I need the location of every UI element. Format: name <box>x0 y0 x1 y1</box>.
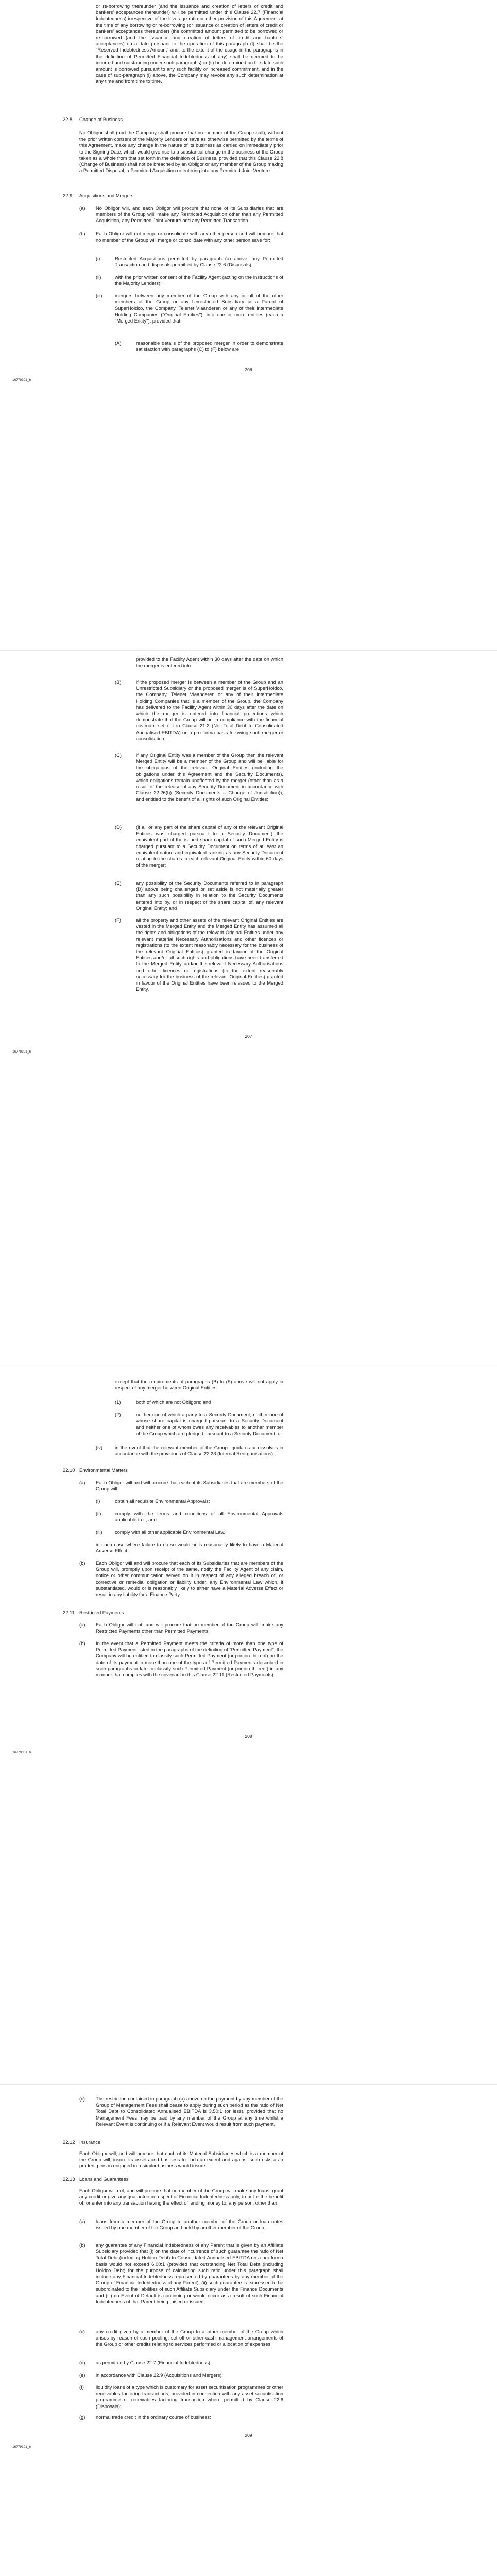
paragraph-number: (a) <box>79 2218 85 2224</box>
paragraph-text: if the proposed merger is between a member of the Group and an Unrestricted Subsidiary or the proposed merger is of SuperHoldco, the Company, Telenet Vlaanderen or any of their intermediate Holding Companies that is a member of the Group, the Company has delivered to the Facility Agent within 30 days after the date on which the merger is entered into financial projections which demonstrate that the Group will be in compliance with the financial covenant set out in Clause 21.2 (Net Total Debt to Consolidated Annualised EBITDA) on a pro forma basis following such merger or consolidation; <box>136 679 283 741</box>
paragraph-text: No Obligor will, and each Obligor will procure that none of its Subsidiaries that are members of the Group will, make any Restricted Acquisition other than any Permitted Acquisition, any Permitted Joint Venture and any Permitted Transaction. <box>96 205 283 224</box>
paragraph-number: (c) <box>79 2096 85 2102</box>
paragraph-number: (D) <box>115 824 122 830</box>
clause-heading: Loans and Guarantees <box>79 2176 129 2182</box>
clause-22-8-text: No Obligor shall (and the Company shall procure that no member of the Group shall), without the prior written consent of the Majority Lenders or save as otherwise permitted by the terms of this Agreement, make any change in the nature of its business as carried on immediately prior to the Signing Date, which would give rise to a substantial change in the business of the Group taken as a whole from that set forth in the definition of Business, provided that this Clause 22.8 (Change of Business) shall not be breached by an Obligor or any member of the Group making a Permitted Disposal, a Permitted Acquisition or entering into any Permitted Joint Venture. <box>79 130 283 174</box>
paragraph-text: mergers between any member of the Group with any or all of the other members of the Group or any Unrestricted Subsidiary or a Parent of SuperHoldco, the Company, Telenet Vlaanderen or any of their intermediate Holding Companies ("Original Entities"), into one or more entities (each a "Merged Entity"), provided that: <box>115 293 283 324</box>
paragraph-number: (d) <box>79 2360 85 2365</box>
clause-heading: Change of Business <box>79 116 123 122</box>
clause-heading: Acquisitions and Mergers <box>79 193 134 198</box>
clause-heading: Insurance <box>79 2139 101 2145</box>
page-divider <box>0 650 497 651</box>
clause-heading: Environmental Matters <box>79 1467 128 1473</box>
paragraph-text: any credit given by a member of the Group to another member of the Group which arises by reason of cash pooling, set off or other cash management arrangements of the Group or other credits relating to services performed or allocation of expenses; <box>96 2329 283 2347</box>
clause-number: 22.10 <box>63 1467 75 1473</box>
clause-number: 22.9 <box>63 193 73 198</box>
paragraph-text: reasonable details of the proposed merger in order to demonstrate satisfaction with paragraphs (C) to (F) below are <box>136 340 283 352</box>
paragraph-text: any possibility of the Security Documents referred to in paragraph (D) above being challenged or set aside is not materially greater than any such possibility in relation to the Security Documents entered into by, or in respect of the share capital of, any relevant Original Entity; and <box>136 880 283 911</box>
paragraph-number: (i) <box>96 1498 100 1504</box>
paragraph-text: comply with the terms and conditions of all Environmental Approvals applicable to it; and <box>115 1511 283 1523</box>
paragraph-text: Each Obligor will not merge or consolidate with any other person and will procure that no member of the Group will merge or consolidate with any other person save for: <box>96 231 283 243</box>
clause-number: 22.8 <box>63 116 73 122</box>
page-number: 209 <box>245 2433 252 2438</box>
paragraph-text: with the prior written consent of the Facility Agent (acting on the instructions of the Majority Lenders); <box>115 274 283 286</box>
paragraph-number: (1) <box>115 1399 121 1405</box>
paragraph-text: normal trade credit in the ordinary course of business; <box>96 2414 211 2420</box>
page-209 <box>0 2086 497 2576</box>
paragraph-text: neither one of which a party to a Security Document, neither one of whose share capital is charged pursuant to a Security Document and neither one of whom owes any receivables to another member of the Group which are pledged pursuant to a Security Document; or <box>136 1412 283 1436</box>
paragraph-number: (2) <box>115 1412 121 1417</box>
paragraph-text: liquidity loans of a type which is customary for asset securitisation programmes or other receivables factoring transactions, provided in connection with any asset securitisation programme or receivables factoring transaction where permitted by Clause 22.6 (Disposals); <box>96 2384 283 2409</box>
paragraph-number: (a) <box>79 1480 85 1485</box>
clause-heading: Restricted Payments <box>79 1609 124 1615</box>
paragraph-text: Each Obligor will and will procure that each of its Subsidiaries that are members of the Group will, promptly upon receipt of the same, notify the Facility Agent of any claim, notice or other communication served on it in respect of any alleged breach of, or corrective or remedial obligation or liability under, any Environmental Law which, if substantiated, would or is reasonably likely to either have a Material Adverse Effect or result in any liability for a Finance Party. <box>96 1560 283 1598</box>
paragraph-number: (a) <box>79 1622 85 1628</box>
page-206 <box>0 0 497 649</box>
paragraph-text: both of which are not Obligors; and <box>136 1399 211 1405</box>
paragraph-number: (B) <box>115 679 122 685</box>
paragraph-number: (e) <box>79 2372 85 2378</box>
page-207 <box>0 653 497 1367</box>
clause-22-13-text: Each Obligor will not, and will procure that no member of the Group will make any loans, grant any credit or give any guarantee in respect of Financial Indebtedness only, to or for the benefit of, or enter into any transaction having the effect of lending money to, any person, other than: <box>79 2188 283 2206</box>
clause-number: 22.11 <box>63 1609 75 1615</box>
paragraph-number: (C) <box>115 752 122 758</box>
paragraph-text: provided to the Facility Agent within 30 days after the date on which the merger is entered into; <box>136 656 283 669</box>
document-reference: 16779301_6 <box>12 1050 31 1054</box>
page-208 <box>0 1370 497 2081</box>
paragraph-number: (b) <box>79 1640 85 1646</box>
page-divider <box>0 2084 497 2085</box>
clause-22-7-continuation: or re-borrowing thereunder (and the issuance and creation of letters of credit and bankers' acceptances thereunder) will be permitted under this Clause 22.7 (Financial Indebtedness) irrespective of the leverage ratio or other provision of this Agreement at the time of any borrowing or re-borrowing (or issuance or creation of letters of credit or bankers' acceptances thereunder) (the committed amount permitted to be borrowed or re-borrowed (and the issuance and creation of letters of credit and bankers' acceptances) on a date pursuant to the operation of this paragraph (l) shall be the "Reserved Indebtedness Amount" and, to the extent of the usage in the paragraphs in the definition of Permitted Financial Indebtedness of any) shall be deemed to be incurred and outstanding under such paragraphs) or (ii) be determined on the date such amount is borrowed pursuant to any such facility or increased commitment, and in the case of sub-paragraph (i) above, the Company may revoke any such determination at any time and from time to time. <box>96 3 283 84</box>
document-reference: 16779301_6 <box>12 2445 31 2449</box>
paragraph-text: in accordance with Clause 22.9 (Acquisitions and Mergers); <box>96 2372 223 2378</box>
paragraph-number: (F) <box>115 917 121 923</box>
paragraph-number: (b) <box>79 1560 85 1566</box>
paragraph-number: (i) <box>96 256 100 261</box>
paragraph-text: Restricted Acquisitions permitted by paragraph (a) above, any Permitted Transaction and disposals permitted by Clause 22.6 (Disposals); <box>115 256 283 268</box>
paragraph-number: (iv) <box>96 1445 103 1450</box>
clause-number: 22.12 <box>63 2139 75 2145</box>
paragraph-text: comply with all other applicable Environmental Law, <box>115 1529 226 1535</box>
clause-number: 22.13 <box>63 2176 75 2182</box>
clause-22-12-text: Each Obligor will, and will procure that each of its Material Subsidiaries which is a member of the Group will, insure its assets and business to such an extent and against such risks as a prudent person engaged in a similar business would insure. <box>79 2150 283 2169</box>
paragraph-text: Each Obligor will and will procure that each of its Subsidiaries that are members of the Group will: <box>96 1480 283 1492</box>
paragraph-number: (A) <box>115 340 122 346</box>
paragraph-number: (ii) <box>96 274 101 280</box>
paragraph-text: (if all or any part of the share capital of any of the relevant Original Entities was charged pursuant to a Security Document) the equivalent part of the issued share capital of such Merged Entity is charged pursuant to a Security Document on terms of at least an equivalent nature and equivalent ranking as any Security Document relating to the shares in each relevant Original Entity within 60 days of the merger; <box>136 824 283 868</box>
page-number: 207 <box>245 1033 252 1039</box>
paragraph-text: loans from a member of the Group to another member of the Group or loan notes issued by one member of the Group and held by another member of the Group; <box>96 2218 283 2231</box>
paragraph-text: if any Original Entity was a member of the Group then the relevant Merged Entity will be a member of the Group and will be liable for the obligations of the relevant Original Entities (including the obligations under this Agreement and the Security Documents), which obligations remain unaffected by the merger (other than as a result of the release of any Security Document in accordance with Clause 22.26(b) (Security Documents – Change of Jurisdiction)), and entitled to the benefit of all rights of such Original Entities; <box>136 752 283 802</box>
paragraph-text: in the event that the relevant member of the Group liquidates or dissolves in accordance with the provisions of Clause 22.23 (Internal Reorganisations). <box>115 1445 283 1457</box>
document-reference: 16779301_6 <box>12 378 31 382</box>
paragraph-text: as permitted by Clause 22.7 (Financial Indebtedness); <box>96 2360 212 2365</box>
paragraph-number: (iii) <box>96 1529 102 1535</box>
paragraph-text: Each Obligor will not, and will procure that no member of the Group will, make any Restricted Payments other than Permitted Payments. <box>96 1622 283 1634</box>
page-number: 208 <box>245 1734 252 1739</box>
paragraph-number: (iii) <box>96 293 102 298</box>
paragraph-number: (b) <box>79 231 85 236</box>
paragraph-number: (ii) <box>96 1511 101 1516</box>
paragraph-text: In the event that a Permitted Payment meets the criteria of more than one type of Permitted Payment listed in the paragraphs of the definition of "Permitted Payment", the Company will be entitled to classify such Permitted Payment (or portion thereof) on the date of its payment in more than one of the types of Permitted Payments described in such paragraphs or later reclassify such Permitted Payment (or portion thereof) in any manner that complies with the covenant in this Clause 22.11 (Restricted Payments). <box>96 1640 283 1678</box>
document-reference: 16779301_6 <box>12 1751 31 1754</box>
paragraph-text: The restriction contained in paragraph (a) above on the payment by any member of the Group of Management Fees shall cease to apply during such period as the ratio of Net Total Debt to Consolidated Annualised EBITDA is 3.50:1 (or less), provided that no Management Fees may be paid by any member of the Group at any time whilst a Relevant Event is continuing or if a Relevant Event would result from such payment. <box>96 2096 283 2127</box>
paragraph-text: except that the requirements of paragraphs (B) to (F) above will not apply in respect of any merger between Original Entities: <box>115 1379 283 1391</box>
paragraph-text: in each case where failure to do so would or is reasonably likely to have a Material Adverse Effect. <box>96 1541 283 1554</box>
paragraph-text: obtain all requisite Environmental Approvals; <box>115 1498 210 1504</box>
page-number: 206 <box>245 367 252 372</box>
paragraph-text: all the property and other assets of the relevant Original Entities are vested in the Merged Entity and the Merged Entity has assumed all the rights and obligations of the relevant Original Entities under any relevant material Necessary Authorisations and other licences or registrations (to the extent reasonably necessary for the business of the relevant Original Entities) granted in favour of the Original Entities and/or all such rights and obligations have been transferred to the Merged Entity and/or the relevant Necessary Authorisations and other licences or registrations (to the extent reasonably necessary for the business of the relevant Original Entities) granted in favour of the Original Entities have been reissued to the Merged Entity, <box>136 917 283 992</box>
paragraph-text: any guarantee of any Financial Indebtedness of any Parent that is given by an Affiliate Subsidiary provided that (i) on the date of incurrence of such guarantee the ratio of Net Total Debt (including Holdco Debt) to Consolidated Annualised EBITDA on a pro forma basis would not exceed 6.00:1 (provided that outstanding Net Total Debt (including Holdco Debt) for the purpose of calculating such ratio under this paragraph shall include any Financial Indebtedness represented by guarantees by any member of the Group of Financial Indebtedness of any Parent), (ii) such guarantee is expressed to be subordinated to the liabilities of such Affiliate Subsidiary under the Finance Documents and (iii) no Event of Default is continuing or would occur as a result of such Financial Indebtedness of that Parent being raised or issued; <box>96 2242 283 2304</box>
paragraph-number: (a) <box>79 205 85 211</box>
paragraph-number: (E) <box>115 880 122 886</box>
paragraph-number: (f) <box>79 2384 84 2390</box>
paragraph-number: (g) <box>79 2414 85 2420</box>
paragraph-number: (c) <box>79 2329 85 2334</box>
paragraph-number: (b) <box>79 2242 85 2248</box>
